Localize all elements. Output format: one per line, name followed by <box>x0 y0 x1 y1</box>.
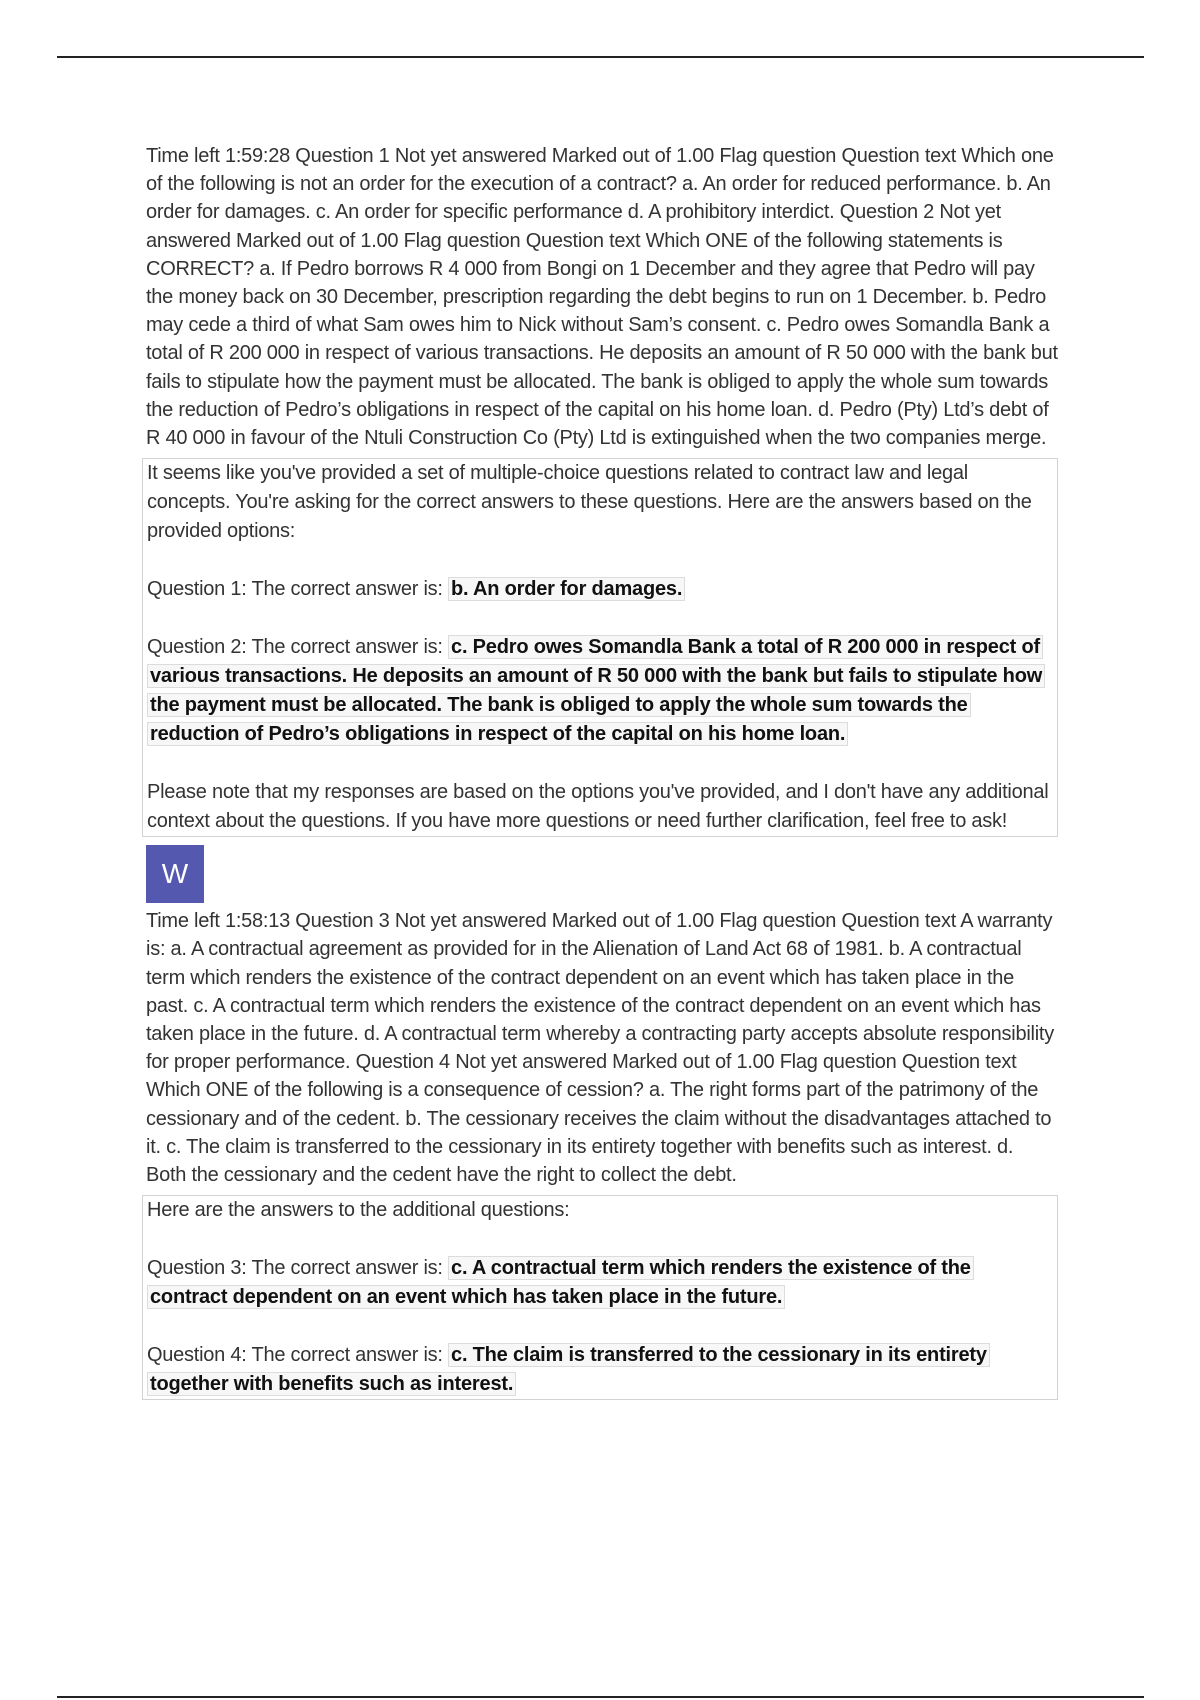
answer-line-q3 <box>147 1254 1053 1312</box>
top-rule <box>57 56 1144 58</box>
response-box-2 <box>142 1195 1058 1400</box>
answer-prefix: Question 3: The correct answer is: <box>147 1257 449 1280</box>
answer-highlight: c. The claim is transferred to the cessionary in its entirety together with benefits such as interest. <box>147 1343 990 1396</box>
answer-highlight: c. Pedro owes Somandla Bank a total of R 200 000 in respect of various transactions. He deposits an amount of R 50 000 with the bank but fails to stipulate how the payment must be allocated. The bank is obliged to apply the whole sum towards the reduction of Pedro’s obligations in respect of the capital on his home loan. <box>147 635 1045 746</box>
answer-prefix: Question 1: The correct answer is: <box>147 578 449 601</box>
response-note: Please note that my responses are based on the options you've provided, and I don't have any additional context about the questions. If you have more questions or need further clarification, feel free to ask! <box>147 781 1049 833</box>
response-box-1 <box>142 458 1058 837</box>
answer-prefix: Question 2: The correct answer is: <box>147 636 449 659</box>
document-body <box>146 142 1058 1406</box>
answer-highlight: c. A contractual term which renders the existence of the contract dependent on an event which has taken place in the future. <box>147 1256 974 1309</box>
answer-line-q4 <box>147 1341 1053 1399</box>
user-avatar: W <box>146 845 204 903</box>
response-intro: It seems like you've provided a set of multiple-choice questions related to contract law and legal concepts. You're asking for the correct answers to these questions. Here are the answers based on the provided options: <box>147 462 1032 543</box>
question-block-2: Time left 1:58:13 Question 3 Not yet answered Marked out of 1.00 Flag question Question text A warranty is: a. A contractual agreement as provided for in the Alienation of Land Act 68 of 1981. b. A contractual term which renders the existence of the contract dependent on an event which has taken place in the past. c. A contractual term which renders the existence of the contract dependent on an event which has taken place in the future. d. A contractual term whereby a contracting party accepts absolute responsibility for proper performance. Question 4 Not yet answered Marked out of 1.00 Flag question Question text Which ONE of the following is a consequence of cession? a. The right forms part of the patrimony of the cessionary and of the cedent. b. The cessionary receives the claim without the disadvantages attached to it. c. The claim is transferred to the cessionary in its entirety together with benefits such as interest. d. Both the cessionary and the cedent have the right to collect the debt. <box>146 910 1054 1187</box>
question-block-1: Time left 1:59:28 Question 1 Not yet answered Marked out of 1.00 Flag question Question text Which one of the following is not an order for the execution of a contract? a. An order for reduced performance. b. An order for damages. c. An order for specific performance d. A prohibitory interdict. Question 2 Not yet answered Marked out of 1.00 Flag question Question text Which ONE of the following statements is CORRECT? a. If Pedro borrows R 4 000 from Bongi on 1 December and they agree that Pedro will pay the money back on 30 December, prescription regarding the debt begins to run on 1 December. b. Pedro may cede a third of what Sam owes him to Nick without Sam’s consent. c. Pedro owes Somandla Bank a total of R 200 000 in respect of various transactions. He deposits an amount of R 50 000 with the bank but fails to stipulate how the payment must be allocated. The bank is obliged to apply the whole sum towards the reduction of Pedro’s obligations in respect of the capital on his home loan. d. Pedro (Pty) Ltd’s debt of R 40 000 in favour of the Ntuli Construction Co (Pty) Ltd is extinguished when the two companies merge. <box>146 145 1058 450</box>
response-intro: Here are the answers to the additional questions: <box>147 1199 570 1222</box>
answer-highlight: b. An order for damages. <box>448 577 685 601</box>
answer-prefix: Question 4: The correct answer is: <box>147 1344 449 1367</box>
answer-line-q2 <box>147 633 1053 749</box>
bottom-rule <box>57 1696 1144 1698</box>
answer-line-q1 <box>147 575 1053 604</box>
